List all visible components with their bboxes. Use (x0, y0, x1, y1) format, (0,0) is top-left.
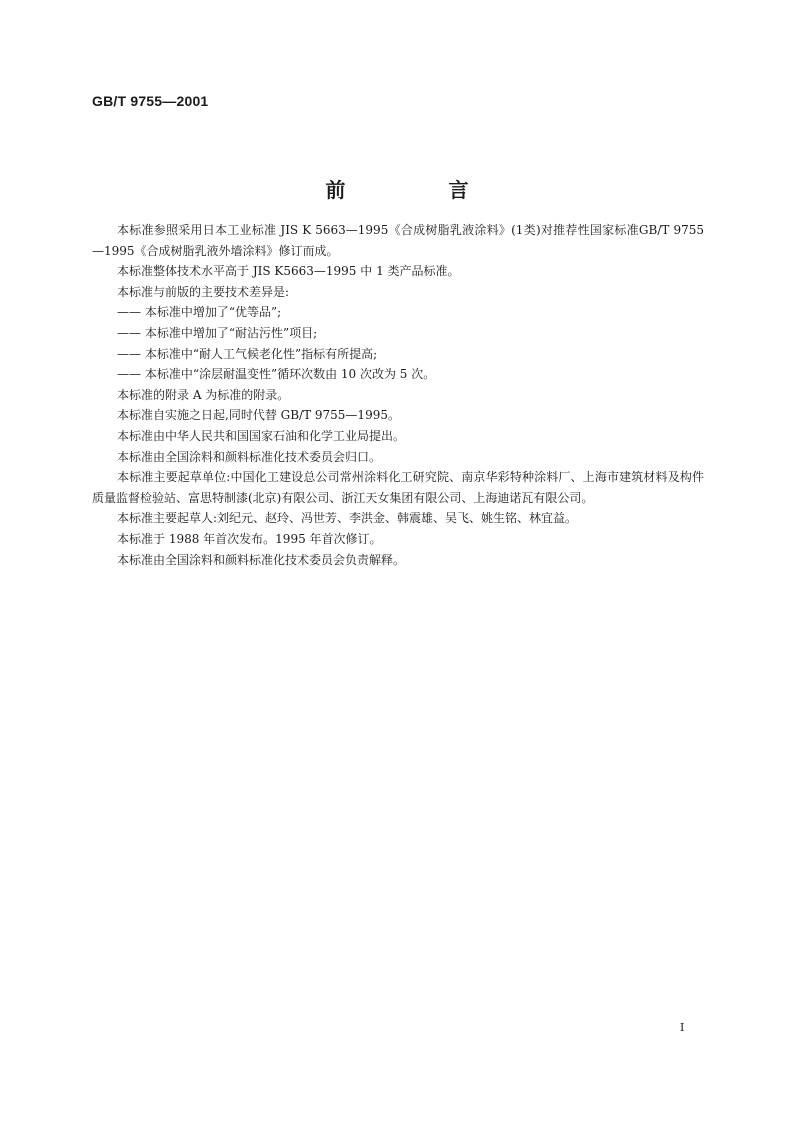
paragraph: 本标准参照采用日本工业标准 JIS K 5663—1995《合成树脂乳液涂料》(1类)对推荐性国家标准GB/T 9755—1995《合成树脂乳液外墙涂料》修订而成。 (92, 223, 704, 258)
paragraph: 本标准与前版的主要技术差异是: (117, 284, 290, 299)
list-item: —— 本标准中增加了“耐沾污性”项目; (117, 325, 318, 340)
foreword-body (92, 220, 704, 570)
page-title: 前 言 (325, 178, 517, 202)
paragraph: 本标准由全国涂料和颜料标准化技术委员会归口。 (117, 449, 382, 464)
paragraph: 本标准整体技术水平高于 JIS K5663—1995 中 1 类产品标准。 (117, 264, 460, 279)
list-item: —— 本标准中增加了“优等品”; (117, 305, 282, 320)
paragraph: 本标准于 1988 年首次发布。1995 年首次修订。 (117, 531, 382, 546)
paragraph: 本标准自实施之日起,同时代替 GB/T 9755—1995。 (117, 408, 400, 423)
paragraph: 本标准主要起草人:刘纪元、赵玲、冯世芳、李洪金、韩震雄、吴飞、姚生铭、林宜益。 (117, 511, 578, 526)
paragraph: 本标准的附录 A 为标准的附录。 (117, 387, 290, 402)
paragraph: 本标准主要起草单位:中国化工建设总公司常州涂料化工研究院、南京华彩特种涂料厂、上海市建筑材料及构件质量监督检验站、富思特制漆(北京)有限公司、浙江天女集团有限公司、上海迪诺瓦有限公司。 (92, 470, 704, 505)
standard-code: GB/T 9755—2001 (92, 93, 209, 109)
paragraph: 本标准由中华人民共和国国家石油和化学工业局提出。 (117, 428, 406, 443)
page-number: I (680, 1021, 685, 1034)
paragraph: 本标准由全国涂料和颜料标准化技术委员会负责解释。 (117, 552, 406, 567)
list-item: —— 本标准中“涂层耐温变性”循环次数由 10 次改为 5 次。 (117, 367, 436, 382)
list-item: —— 本标准中“耐人工气候老化性”指标有所提高; (117, 346, 378, 361)
